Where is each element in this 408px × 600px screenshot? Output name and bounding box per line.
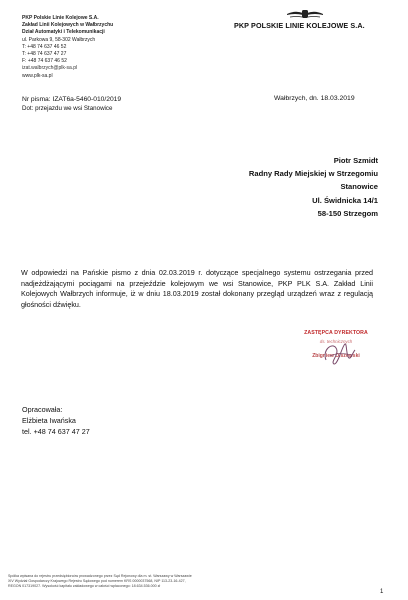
- addressee-title: Radny Rady Miejskiej w Strzegomiu: [248, 169, 378, 179]
- addressee-postal: 58-150 Strzegom: [317, 208, 378, 218]
- sender-phone-1: T: +48 74 637 46 52: [22, 43, 67, 50]
- reference-number: Nr pisma: IZAT6a-5460-010/2019: [22, 96, 122, 103]
- sender-plant: Zakład Linii Kolejowych w Wałbrzychu: [22, 22, 114, 29]
- letter-body: W odpowiedzi na Pańskie pismo z dnia 02.03.2019 r. dotyczące specjalnego systemu ostrzegania przed nadjeżdżającymi pociągami na przejeździe kolejowym we wsi Stanowice, PKP PLK S.A. Zakład Linii Kolejowych Wałbrzych informuje, iż w dniu 18.03.2019 został dokonany przegląd urządzeń wraz z regulacją głośności dźwięku.: [21, 268, 373, 309]
- stamp-name: Zbigniew Olszowski: [312, 353, 360, 359]
- prepared-by-name: Elżbieta Iwańska: [22, 416, 76, 425]
- page-number: 1: [380, 589, 384, 595]
- reference-subject: Dot: przejazdu we wsi Stanowice: [22, 105, 113, 112]
- sender-department: Dział Automatyki i Telekomunikacji: [22, 29, 105, 36]
- prepared-by-phone: tel. +48 74 637 47 27: [22, 427, 90, 436]
- stamp-title: ZASTĘPCA DYREKTORA: [304, 330, 368, 336]
- sender-company: PKP Polskie Linie Kolejowe S.A.: [22, 15, 99, 21]
- addressee-locality: Stanowice: [340, 182, 378, 192]
- footer-line-2: XIV Wydział Gospodarczy Krajowego Rejestru Sądowego pod numerem KRS 0000037568, NIP 113-23-16-427,: [8, 579, 186, 584]
- sender-phone-2: T: +48 74 637 47 27: [22, 51, 67, 58]
- prepared-by-label: Opracowała:: [22, 405, 63, 414]
- handwritten-signature-icon: [318, 338, 358, 366]
- addressee-name: Piotr Szmidt: [333, 156, 378, 165]
- footer-line-3: REGON 017319027. Wysokość kapitału zakładowego w całości wpłaconego: 18.634.536.000 zł: [8, 584, 161, 589]
- place-date: Wałbrzych, dn. 18.03.2019: [274, 95, 355, 102]
- sender-email: izat.walbrzych@plk-sa.pl: [22, 65, 78, 72]
- pkp-logo-icon: [285, 8, 325, 20]
- sender-fax: F: +48 74 637 46 52: [22, 58, 67, 65]
- addressee-block: [249, 154, 378, 220]
- legal-footer: [8, 574, 308, 590]
- sender-address: ul. Parkowa 9, 58-302 Wałbrzych: [22, 36, 96, 43]
- prepared-by-block: [22, 404, 90, 437]
- sender-web: www.plk-sa.pl: [22, 72, 53, 79]
- sender-block: [22, 15, 172, 80]
- footer-line-1: Spółka wpisana do rejestru przedsiębiorców prowadzonego przez Sąd Rejonowy dla m. st. Warszawy w Warszawie: [8, 574, 192, 578]
- brand-name: PKP POLSKIE LINIE KOLEJOWE S.A.: [234, 21, 365, 30]
- addressee-street: Ul. Świdnicka 14/1: [312, 195, 378, 205]
- stamp-role: ds. technicznych: [319, 339, 353, 344]
